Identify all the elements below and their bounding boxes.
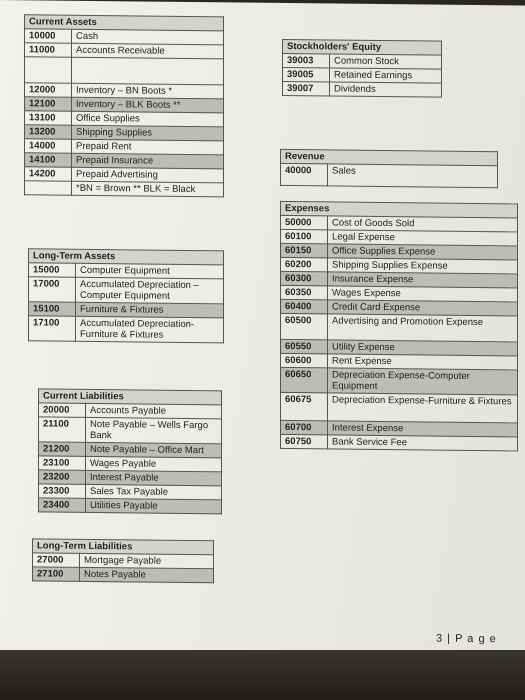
table-row: 21200 Note Payable – Office Mart: [39, 442, 222, 458]
table-row: 39003 Common Stock: [283, 53, 442, 69]
current-assets-title: Current Assets: [25, 15, 224, 31]
table-row: 21100 Note Payable – Wells Fargo Bank: [39, 417, 222, 444]
current-liabilities-title: Current Liabilities: [39, 389, 222, 405]
table-row: 20000 Accounts Payable: [39, 403, 222, 419]
revenue-table: [280, 149, 498, 188]
long-term-liabilities-table: [32, 538, 214, 583]
table-row: 12100 Inventory – BLK Boots **: [25, 97, 224, 113]
table-row: 60675 Depreciation Expense-Furniture & Fixtures: [281, 392, 518, 422]
table-row: 15100 Furniture & Fixtures: [29, 302, 224, 318]
current-assets-table: [24, 14, 224, 197]
table-row: 14100 Prepaid Insurance: [25, 153, 224, 169]
table-row: 27100 Notes Payable: [33, 567, 214, 583]
table-row: 60600 Rent Expense: [281, 353, 518, 369]
table-row: 40000 Sales: [281, 163, 498, 187]
long-term-assets-title: Long-Term Assets: [29, 249, 224, 265]
table-row: 39007 Dividends: [283, 81, 442, 97]
table-row: 60500 Advertising and Promotion Expense: [281, 313, 518, 341]
table-row: 60300 Insurance Expense: [281, 271, 518, 287]
table-row: 14000 Prepaid Rent: [25, 139, 224, 155]
boot-color-note: *BN = Brown ** BLK = Black: [72, 181, 224, 197]
table-row: [25, 181, 224, 197]
table-row: 12000 Inventory – BN Boots *: [25, 83, 224, 99]
revenue-title: Revenue: [281, 149, 498, 165]
table-row: 60550 Utility Expense: [281, 339, 518, 355]
table-row: 60200 Shipping Supplies Expense: [281, 257, 518, 273]
table-row: 13200 Shipping Supplies: [25, 125, 224, 141]
equity-title: Stockholders' Equity: [283, 39, 442, 55]
table-row: 10000 Cash: [25, 29, 224, 45]
table-row: [25, 57, 224, 85]
table-row: 13100 Office Supplies: [25, 111, 224, 127]
table-row: 60400 Credit Card Expense: [281, 299, 518, 315]
table-row: 60650 Depreciation Expense-Computer Equipment: [281, 367, 518, 394]
table-row: 17000 Accumulated Depreciation –Computer Equipment: [29, 277, 224, 304]
table-row: 15000 Computer Equipment: [29, 263, 224, 279]
table-row: 14200 Prepaid Advertising: [25, 167, 224, 183]
table-row: 60750 Bank Service Fee: [281, 434, 518, 450]
table-row: 23100 Wages Payable: [39, 456, 222, 472]
current-liabilities-table: [38, 388, 222, 514]
table-row: 27000 Mortgage Payable: [33, 553, 214, 569]
table-row: 23200 Interest Payable: [39, 470, 222, 486]
long-term-assets-table: [28, 248, 224, 343]
page-number: 3 | P a g e: [436, 632, 497, 646]
table-row: 23400 Utilities Payable: [39, 498, 222, 514]
table-row: 23300 Sales Tax Payable: [39, 484, 222, 500]
expenses-table: [280, 201, 518, 451]
table-row: 60100 Legal Expense: [281, 229, 518, 245]
equity-table: [282, 39, 442, 98]
table-row: 50000 Cost of Goods Sold: [281, 215, 518, 231]
table-row: 60700 Interest Expense: [281, 420, 518, 436]
table-row: 39005 Retained Earnings: [283, 67, 442, 83]
table-row: 60350 Wages Expense: [281, 285, 518, 301]
long-term-liabilities-title: Long-Term Liabilities: [33, 539, 214, 555]
table-row: 17100 Accumulated Depreciation-Furniture & Fixtures: [29, 316, 224, 343]
expenses-title: Expenses: [281, 201, 518, 217]
table-row: 11000 Accounts Receivable: [25, 43, 224, 59]
table-row: 60150 Office Supplies Expense: [281, 243, 518, 259]
desk-background: [0, 650, 525, 700]
